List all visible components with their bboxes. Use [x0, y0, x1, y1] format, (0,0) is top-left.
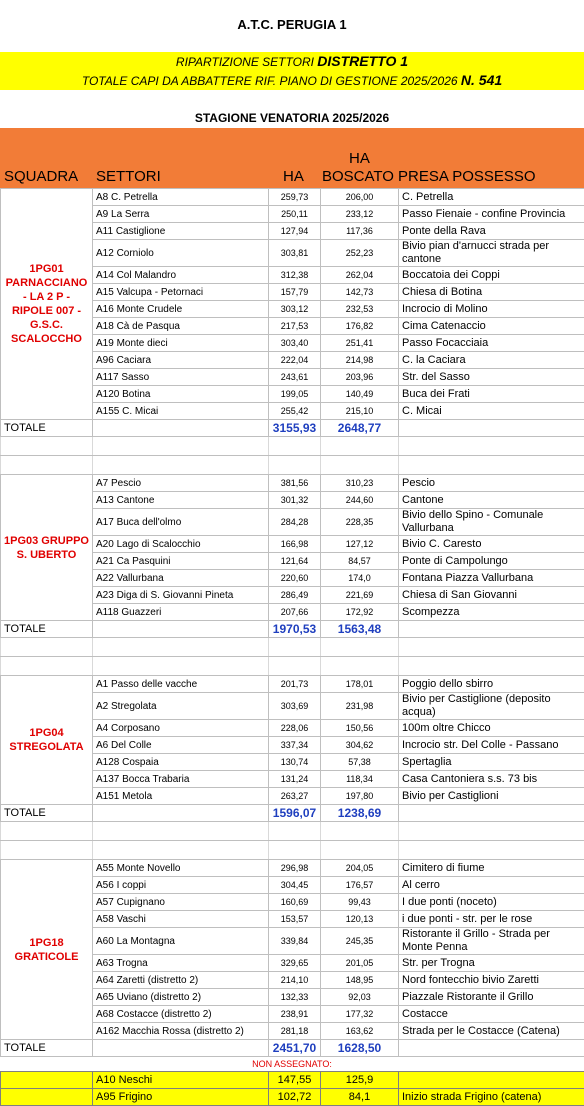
sector-name: A20 Lago di Scalocchio — [93, 536, 269, 553]
total-ha: 2451,70 — [269, 1040, 321, 1057]
sector-name: A4 Corposano — [93, 720, 269, 737]
empty-cell — [269, 822, 321, 841]
sector-ha-boscato: 232,53 — [321, 301, 399, 318]
sector-ha-boscato: 221,69 — [321, 587, 399, 604]
sector-ha: 127,94 — [269, 223, 321, 240]
empty-cell — [93, 437, 269, 456]
sector-name: A1 Passo delle vacche — [93, 676, 269, 693]
sector-ha-boscato: 176,57 — [321, 877, 399, 894]
season-heading: STAGIONE VENATORIA 2025/2026 — [0, 108, 584, 128]
unassigned-ha-boscato: 125,9 — [321, 1072, 399, 1089]
sector-name: A117 Sasso — [93, 369, 269, 386]
sector-name: A128 Cospaia — [93, 754, 269, 771]
team-name: 1PG01 PARNACCIANO - LA 2 P - RIPOLE 007 - G.S.C. SCALOCCHO — [1, 189, 93, 420]
sector-ha-boscato: 203,96 — [321, 369, 399, 386]
sector-ha-boscato: 244,60 — [321, 492, 399, 509]
team-name: 1PG18 GRATICOLE — [1, 860, 93, 1040]
empty-cell — [93, 1040, 269, 1057]
empty-cell — [399, 1040, 584, 1057]
unassigned-ha: 102,72 — [269, 1089, 321, 1106]
sector-name: A137 Bocca Trabaria — [93, 771, 269, 788]
total-row — [1, 805, 584, 822]
sector-ha: 130,74 — [269, 754, 321, 771]
sector-ha-boscato: 118,34 — [321, 771, 399, 788]
total-ha-boscato: 1563,48 — [321, 621, 399, 638]
sector-presa-possesso: Bivio C. Caresto — [399, 536, 584, 553]
sector-ha: 131,24 — [269, 771, 321, 788]
sector-name: A12 Corniolo — [93, 240, 269, 267]
group-spacer-row — [1, 841, 584, 860]
unassigned-row — [1, 1089, 584, 1106]
empty-cell — [399, 805, 584, 822]
sector-ha-boscato: 201,05 — [321, 955, 399, 972]
empty-cell — [269, 657, 321, 676]
empty-cell — [93, 822, 269, 841]
total-row — [1, 1040, 584, 1057]
unassigned-sector: A10 Neschi — [93, 1072, 269, 1089]
unassigned-ha-boscato: 84,1 — [321, 1089, 399, 1106]
sector-ha-boscato: 233,12 — [321, 206, 399, 223]
sector-ha: 381,56 — [269, 475, 321, 492]
sector-name: A120 Botina — [93, 386, 269, 403]
sector-ha-boscato: 176,82 — [321, 318, 399, 335]
sector-name: A15 Valcupa - Petornaci — [93, 284, 269, 301]
total-ha: 1970,53 — [269, 621, 321, 638]
header-ha: HA — [283, 168, 304, 185]
empty-cell — [1, 437, 93, 456]
sector-ha-boscato: 148,95 — [321, 972, 399, 989]
sector-name: A58 Vaschi — [93, 911, 269, 928]
sector-name: A22 Vallurbana — [93, 570, 269, 587]
banner-line-2-prefix: TOTALE CAPI DA ABBATTERE RIF. PIANO DI GESTIONE 2025/2026 — [82, 74, 458, 88]
total-label: TOTALE — [1, 420, 93, 437]
sector-presa-possesso: Ristorante il Grillo - Strada per Monte Penna — [399, 928, 584, 955]
sector-row — [1, 860, 584, 877]
sector-presa-possesso: Passo Fienaie - confine Provincia — [399, 206, 584, 223]
empty-cell — [399, 456, 584, 475]
non-assegnato-table — [0, 1071, 584, 1106]
sector-ha: 296,98 — [269, 860, 321, 877]
empty-cell — [93, 621, 269, 638]
empty-cell — [321, 822, 399, 841]
sector-name: A65 Uviano (distretto 2) — [93, 989, 269, 1006]
total-ha: 1596,07 — [269, 805, 321, 822]
sector-ha: 201,73 — [269, 676, 321, 693]
sector-presa-possesso: Str. per Trogna — [399, 955, 584, 972]
sector-ha-boscato: 231,98 — [321, 693, 399, 720]
empty-cell — [1, 456, 93, 475]
column-header-band — [0, 128, 584, 188]
empty-cell — [269, 437, 321, 456]
non-assegnato-label: NON ASSEGNATO: — [0, 1057, 584, 1071]
sector-ha: 121,64 — [269, 553, 321, 570]
sector-ha-boscato: 127,12 — [321, 536, 399, 553]
sector-ha: 329,65 — [269, 955, 321, 972]
sector-row — [1, 475, 584, 492]
sector-presa-possesso: C. la Caciara — [399, 352, 584, 369]
sector-presa-possesso: Chiesa di San Giovanni — [399, 587, 584, 604]
group-spacer-row — [1, 638, 584, 657]
unassigned-sector: A95 Frigino — [93, 1089, 269, 1106]
sector-ha-boscato: 206,00 — [321, 189, 399, 206]
sector-ha: 228,06 — [269, 720, 321, 737]
sector-presa-possesso: Incrocio di Molino — [399, 301, 584, 318]
sector-name: A63 Trogna — [93, 955, 269, 972]
sector-presa-possesso: Str. del Sasso — [399, 369, 584, 386]
sector-ha-boscato: 99,43 — [321, 894, 399, 911]
sector-ha-boscato: 197,80 — [321, 788, 399, 805]
empty-cell — [399, 638, 584, 657]
sector-ha: 250,11 — [269, 206, 321, 223]
sector-presa-possesso: i due ponti - str. per le rose — [399, 911, 584, 928]
empty-cell — [399, 822, 584, 841]
sector-presa-possesso: Passo Focacciaia — [399, 335, 584, 352]
sector-name: A6 Del Colle — [93, 737, 269, 754]
sector-ha-boscato: 252,23 — [321, 240, 399, 267]
district-banner — [0, 52, 584, 90]
empty-cell — [269, 456, 321, 475]
empty-cell — [1, 1089, 93, 1106]
sector-presa-possesso: Piazzale Ristorante il Grillo — [399, 989, 584, 1006]
sector-presa-possesso: Al cerro — [399, 877, 584, 894]
sector-ha-boscato: 150,56 — [321, 720, 399, 737]
sector-ha-boscato: 178,01 — [321, 676, 399, 693]
sector-presa-possesso: Strada per le Costacce (Catena) — [399, 1023, 584, 1040]
header-settori: SETTORI — [96, 168, 161, 185]
total-label: TOTALE — [1, 805, 93, 822]
sector-ha: 263,27 — [269, 788, 321, 805]
sector-presa-possesso: Spertaglia — [399, 754, 584, 771]
sector-name: A23 Diga di S. Giovanni Pineta — [93, 587, 269, 604]
total-row — [1, 621, 584, 638]
sector-ha-boscato: 204,05 — [321, 860, 399, 877]
empty-cell — [321, 657, 399, 676]
sector-ha-boscato: 214,98 — [321, 352, 399, 369]
sector-ha-boscato: 142,73 — [321, 284, 399, 301]
sector-name: A151 Metola — [93, 788, 269, 805]
team-name: 1PG03 GRUPPO S. UBERTO — [1, 475, 93, 621]
group-spacer-row — [1, 437, 584, 456]
empty-cell — [321, 437, 399, 456]
sector-presa-possesso: Ponte della Rava — [399, 223, 584, 240]
group-spacer-row — [1, 456, 584, 475]
group-spacer-row — [1, 657, 584, 676]
sector-ha-boscato: 228,35 — [321, 509, 399, 536]
header-squadra: SQUADRA — [4, 168, 78, 185]
sector-ha-boscato: 120,13 — [321, 911, 399, 928]
empty-cell — [1, 822, 93, 841]
sector-presa-possesso: Nord fontecchio bivio Zaretti — [399, 972, 584, 989]
empty-cell — [399, 437, 584, 456]
sector-ha: 255,42 — [269, 403, 321, 420]
sector-name: A60 La Montagna — [93, 928, 269, 955]
sector-ha: 303,81 — [269, 240, 321, 267]
empty-cell — [1, 657, 93, 676]
sector-row — [1, 676, 584, 693]
sector-ha-boscato: 117,36 — [321, 223, 399, 240]
sector-presa-possesso: Bivio per Castiglione (deposito acqua) — [399, 693, 584, 720]
total-ha-boscato: 1238,69 — [321, 805, 399, 822]
empty-cell — [93, 657, 269, 676]
sector-presa-possesso: Chiesa di Botina — [399, 284, 584, 301]
sector-name: A155 C. Micai — [93, 403, 269, 420]
page-title: A.T.C. PERUGIA 1 — [0, 0, 584, 52]
banner-line-1-prefix: RIPARTIZIONE SETTORI — [176, 55, 314, 69]
sector-ha: 238,91 — [269, 1006, 321, 1023]
sector-presa-possesso: I due ponti (noceto) — [399, 894, 584, 911]
sector-ha: 303,69 — [269, 693, 321, 720]
sector-presa-possesso: Fontana Piazza Vallurbana — [399, 570, 584, 587]
empty-cell — [399, 420, 584, 437]
sectors-table-body — [1, 189, 584, 1057]
spacer — [0, 90, 584, 108]
sector-name: A18 Cà de Pasqua — [93, 318, 269, 335]
sector-ha-boscato: 92,03 — [321, 989, 399, 1006]
sector-presa-possesso: Cantone — [399, 492, 584, 509]
sector-ha: 281,18 — [269, 1023, 321, 1040]
sector-ha: 222,04 — [269, 352, 321, 369]
sector-ha-boscato: 172,92 — [321, 604, 399, 621]
sector-ha: 207,66 — [269, 604, 321, 621]
unassigned-presa-possesso: Inizio strada Frigino (catena) — [399, 1089, 584, 1106]
sector-presa-possesso: Poggio dello sbirro — [399, 676, 584, 693]
sector-presa-possesso: Ponte di Campolungo — [399, 553, 584, 570]
sector-presa-possesso: Bivio dello Spino - Comunale Vallurbana — [399, 509, 584, 536]
empty-cell — [93, 841, 269, 860]
sector-ha-boscato: 304,62 — [321, 737, 399, 754]
sector-presa-possesso: Costacce — [399, 1006, 584, 1023]
banner-district: DISTRETTO 1 — [317, 53, 408, 69]
sector-name: A64 Zaretti (distretto 2) — [93, 972, 269, 989]
banner-line-1 — [0, 52, 584, 71]
sector-name: A17 Buca dell'olmo — [93, 509, 269, 536]
sector-presa-possesso: C. Micai — [399, 403, 584, 420]
sector-ha: 259,73 — [269, 189, 321, 206]
empty-cell — [269, 841, 321, 860]
sector-ha: 337,34 — [269, 737, 321, 754]
sector-ha-boscato: 251,41 — [321, 335, 399, 352]
header-ha-boscato-2: BOSCATO — [322, 168, 394, 185]
header-ha-boscato-1: HA — [349, 150, 370, 167]
team-name: 1PG04 STREGOLATA — [1, 676, 93, 805]
sector-name: A13 Cantone — [93, 492, 269, 509]
sector-presa-possesso: Buca dei Frati — [399, 386, 584, 403]
total-label: TOTALE — [1, 621, 93, 638]
sector-ha-boscato: 174,0 — [321, 570, 399, 587]
empty-cell — [1, 841, 93, 860]
sector-name: A2 Stregolata — [93, 693, 269, 720]
empty-cell — [93, 420, 269, 437]
sector-presa-possesso: 100m oltre Chicco — [399, 720, 584, 737]
sector-ha: 304,45 — [269, 877, 321, 894]
banner-line-2 — [0, 71, 584, 90]
sector-ha-boscato: 245,35 — [321, 928, 399, 955]
sector-ha-boscato: 262,04 — [321, 267, 399, 284]
sector-presa-possesso: Casa Cantoniera s.s. 73 bis — [399, 771, 584, 788]
sector-ha: 166,98 — [269, 536, 321, 553]
sector-ha: 153,57 — [269, 911, 321, 928]
sector-ha: 286,49 — [269, 587, 321, 604]
sector-ha-boscato: 163,62 — [321, 1023, 399, 1040]
sector-ha: 303,12 — [269, 301, 321, 318]
sector-presa-possesso: Incrocio str. Del Colle - Passano — [399, 737, 584, 754]
empty-cell — [321, 841, 399, 860]
banner-count: N. 541 — [461, 72, 502, 88]
sector-ha: 312,38 — [269, 267, 321, 284]
sector-name: A55 Monte Novello — [93, 860, 269, 877]
sector-ha: 284,28 — [269, 509, 321, 536]
sector-ha-boscato: 215,10 — [321, 403, 399, 420]
empty-cell — [321, 456, 399, 475]
sector-name: A96 Caciara — [93, 352, 269, 369]
unassigned-ha: 147,55 — [269, 1072, 321, 1089]
sector-ha-boscato: 84,57 — [321, 553, 399, 570]
total-ha-boscato: 1628,50 — [321, 1040, 399, 1057]
sector-ha-boscato: 177,32 — [321, 1006, 399, 1023]
sector-ha: 214,10 — [269, 972, 321, 989]
sector-name: A9 La Serra — [93, 206, 269, 223]
sector-ha: 303,40 — [269, 335, 321, 352]
sector-name: A19 Monte dieci — [93, 335, 269, 352]
empty-cell — [269, 638, 321, 657]
sector-ha: 243,61 — [269, 369, 321, 386]
empty-cell — [399, 841, 584, 860]
sectors-table — [0, 188, 584, 1057]
sector-name: A14 Col Malandro — [93, 267, 269, 284]
sector-row — [1, 189, 584, 206]
sector-name: A162 Macchia Rossa (distretto 2) — [93, 1023, 269, 1040]
empty-cell — [93, 638, 269, 657]
sector-name: A21 Ca Pasquini — [93, 553, 269, 570]
total-row — [1, 420, 584, 437]
header-presa-possesso: PRESA POSSESSO — [398, 168, 536, 185]
total-ha-boscato: 2648,77 — [321, 420, 399, 437]
sector-ha: 132,33 — [269, 989, 321, 1006]
group-spacer-row — [1, 822, 584, 841]
sector-ha: 199,05 — [269, 386, 321, 403]
sector-name: A118 Guazzeri — [93, 604, 269, 621]
sector-name: A68 Costacce (distretto 2) — [93, 1006, 269, 1023]
sector-presa-possesso: Pescio — [399, 475, 584, 492]
sector-ha: 301,32 — [269, 492, 321, 509]
sector-name: A11 Castiglione — [93, 223, 269, 240]
sector-ha-boscato: 310,23 — [321, 475, 399, 492]
empty-cell — [93, 456, 269, 475]
empty-cell — [399, 657, 584, 676]
empty-cell — [93, 805, 269, 822]
sector-ha: 217,53 — [269, 318, 321, 335]
non-assegnato-table-body — [1, 1072, 584, 1106]
sector-ha-boscato: 57,38 — [321, 754, 399, 771]
sector-name: A16 Monte Crudele — [93, 301, 269, 318]
total-ha: 3155,93 — [269, 420, 321, 437]
sector-presa-possesso: Cima Catenaccio — [399, 318, 584, 335]
sector-ha: 157,79 — [269, 284, 321, 301]
sector-presa-possesso: Cimitero di fiume — [399, 860, 584, 877]
sector-ha: 220,60 — [269, 570, 321, 587]
sector-presa-possesso: Bivio pian d'arnucci strada per cantone — [399, 240, 584, 267]
sector-ha: 339,84 — [269, 928, 321, 955]
empty-cell — [1, 638, 93, 657]
sector-presa-possesso: Boccatoia dei Coppi — [399, 267, 584, 284]
sector-presa-possesso: Scompezza — [399, 604, 584, 621]
empty-cell — [399, 621, 584, 638]
empty-cell — [321, 638, 399, 657]
sector-name: A56 I coppi — [93, 877, 269, 894]
total-label: TOTALE — [1, 1040, 93, 1057]
sector-name: A7 Pescio — [93, 475, 269, 492]
sector-name: A57 Cupignano — [93, 894, 269, 911]
sector-ha: 160,69 — [269, 894, 321, 911]
sector-presa-possesso: C. Petrella — [399, 189, 584, 206]
sector-ha-boscato: 140,49 — [321, 386, 399, 403]
sector-presa-possesso: Bivio per Castiglioni — [399, 788, 584, 805]
sector-name: A8 C. Petrella — [93, 189, 269, 206]
